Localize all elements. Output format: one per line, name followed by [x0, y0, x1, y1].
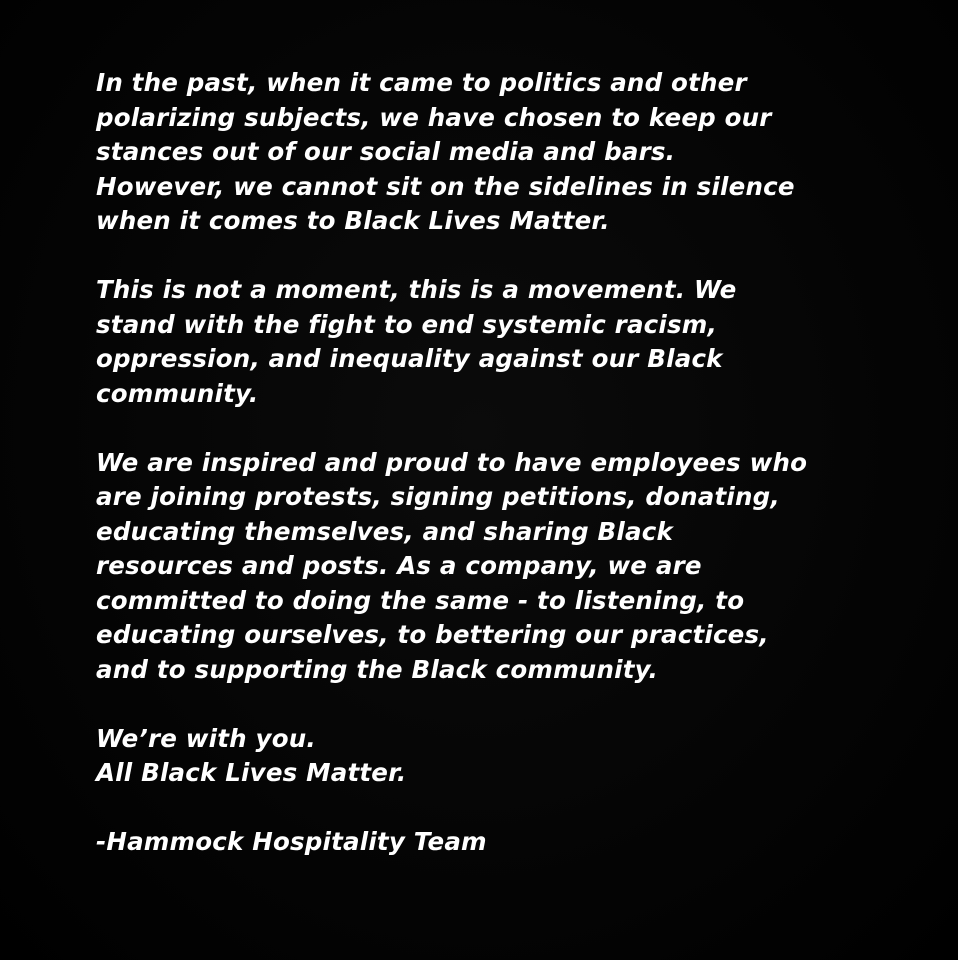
statement-line: when it comes to Black Lives Matter.: [96, 206, 610, 235]
statement-line: community.: [96, 378, 259, 408]
statement-line: However, we cannot sit on the sidelines in silence: [96, 171, 795, 201]
paragraph-spacer: [96, 239, 896, 274]
statement-line: educating ourselves, to bettering our practices,: [96, 620, 769, 649]
closing-line: We’re with you.: [96, 723, 316, 753]
statement-line: are joining protests, signing petitions, donating,: [96, 482, 780, 511]
paragraph-movement: [96, 273, 896, 411]
statement-line: stand with the fight to end systemic racism,: [96, 309, 718, 339]
paragraph-politics-stance: [96, 66, 896, 239]
statement-line: In the past, when it came to politics and other: [96, 68, 747, 97]
statement-line: We are inspired and proud to have employees who: [96, 447, 808, 477]
signature-block: [96, 825, 896, 860]
paragraph-spacer: [96, 687, 896, 722]
paragraph-employees: [96, 446, 896, 688]
statement-line: oppression, and inequality against our Black: [96, 344, 723, 373]
statement-line: polarizing subjects, we have chosen to keep our: [96, 102, 772, 132]
statement-line: committed to doing the same - to listening, to: [96, 585, 745, 615]
paragraph-closing: [96, 722, 896, 791]
statement-line: resources and posts. As a company, we are: [96, 551, 702, 580]
paragraph-spacer: [96, 791, 896, 826]
closing-line: All Black Lives Matter.: [96, 758, 407, 787]
statement-line: educating themselves, and sharing Black: [96, 516, 673, 546]
statement-text: [96, 66, 896, 860]
paragraph-spacer: [96, 411, 896, 446]
signature: -Hammock Hospitality Team: [96, 827, 487, 856]
statement-line: stances out of our social media and bars.: [96, 137, 676, 166]
statement-line: and to supporting the Black community.: [96, 654, 659, 684]
statement-line: This is not a moment, this is a movement. We: [96, 275, 737, 304]
